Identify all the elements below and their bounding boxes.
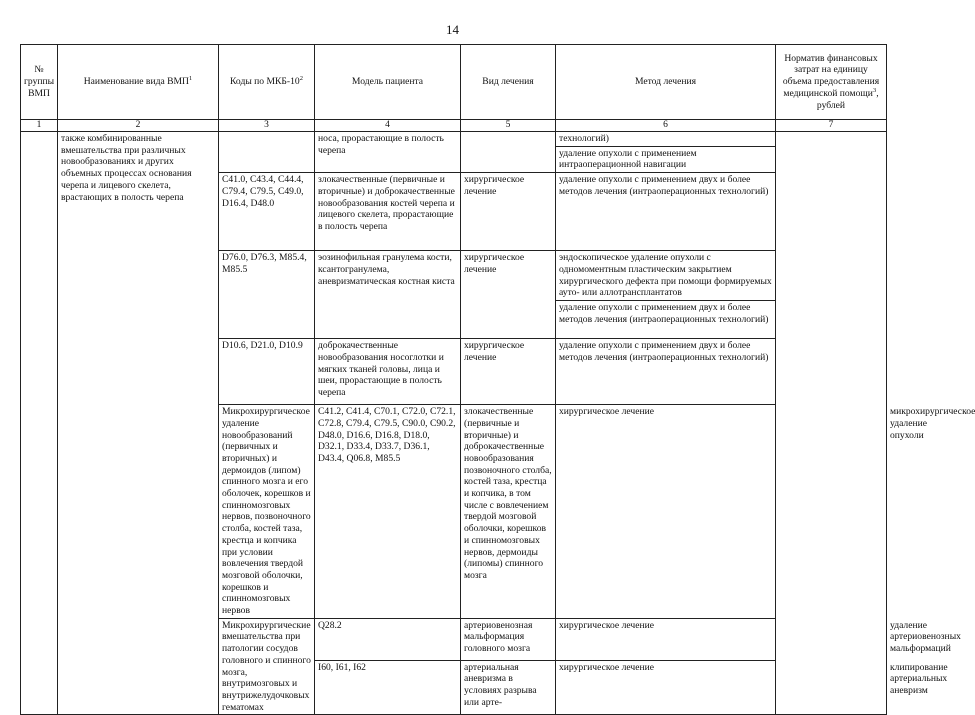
group-number-cell [21,132,58,715]
header-text: Коды по МКБ-10 [230,76,300,88]
table-row [21,132,887,147]
patient-model-cell: эозинофильная гранулема кости, ксантогранулема, аневризматическая костная киста [315,251,461,339]
treatment-type-cell: хирургическое лечение [461,339,556,405]
table-row: Микрохирургические вмешательства при патологии сосудов головного и спинного мозга, внутримозговых и внутрижелудочковых гематомах Q28.2 артериовенозная мальформация головного мозга хирургическое лечение удаление артериовенозных мальформаций [21,618,887,660]
header-treatment-type [461,45,556,120]
treatment-type-cell: хирургическое лечение [461,173,556,251]
cost-standard-cell [776,132,887,715]
patient-model-cell: артериальная аневризма в условиях разрыва или арте- [461,660,556,715]
table-row: Микрохирургическое удаление новообразований (первичных и вторичных) и дермоидов (липом) спинного мозга и его оболочек, корешков и спинномозговых нервов, позвоночного столба, костей таза, крестца и копчика при условии вовлечения твердой мозговой оболочки, корешков и спинномозговых нервов C41.2, C41.4, C70.1, C72.0, C72.1, C72.8, C79.4, C79.5, C90.0, C90.2, D48.0, D16.6, D16.8, D18.0, D32.1, D33.4, D33.7, D36.1, D43.4, Q06.8, M85.5 злокачественные (первичные и вторичные) и доброкачественные новообразования позвоночного столба, костей таза, крестца и копчика, в том числе с вовлечением твердой мозговой оболочки, корешков и спинномозговых нервов, дермоиды (липомы) спинного мозга хирургическое лечение микрохирургическое удаление опухоли [21,405,887,619]
footnote-mark: 1 [188,74,193,82]
vmp-table [20,44,975,715]
icd-codes-cell: Q28.2 [315,618,461,660]
patient-model-cell: злокачественные (первичные и вторичные) и доброкачественные новообразования костей черепа и лицевого скелета, прорастающие в полость черепа [315,173,461,251]
icd-codes-cell: D10.6, D21.0, D10.9 [219,339,315,405]
vmp-name-cell: также комбинированные вмешательства при различных новообразованиях и других объемных процессах основания черепа и лицевого скелета, врастающих в полость черепа [58,132,219,715]
header-text: Наименование вида ВМП [83,76,189,88]
icd-codes-cell: D76.0, D76.3, M85.4, M85.5 [219,251,315,339]
footnote-mark: 3 [872,86,877,94]
icd-codes-cell: I60, I61, I62 [315,660,461,715]
column-number-row [21,120,887,132]
patient-model-cell: артериовенозная мальформация головного мозга [461,618,556,660]
header-patient-model [315,45,461,120]
header-text: № группы ВМП [24,64,55,99]
column-number: 1 [21,120,58,132]
column-number: 2 [58,120,219,132]
treatment-method-cell: удаление опухоли с применением двух и более методов лечения (интраоперационных технологий) [556,173,776,251]
table-row: I60, I61, I62 артериальная аневризма в условиях разрыва или арте- хирургическое лечение клипирование артериальных аневризм [21,660,887,715]
column-number: 7 [776,120,887,132]
treatment-method-cell: удаление опухоли с применением двух и более методов лечения (интраоперационных технологий) [556,301,776,339]
column-number: 4 [315,120,461,132]
header-text: Норматив финансовых затрат на единицу объема предоставления медицинской помощи [782,52,880,99]
header-text: Модель пациента [351,76,424,88]
column-number: 6 [556,120,776,132]
treatment-type-cell: хирургическое лечение [461,251,556,339]
vmp-name-cell: Микрохирургическое удаление новообразований (первичных и вторичных) и дермоидов (липом) спинного мозга и его оболочек, корешков и спинномозговых нервов, позвоночного столба, костей таза, крестца и копчика при условии вовлечения твердой мозговой оболочки, корешков и спинномозговых нервов [219,405,315,619]
header-icd-codes [219,45,315,120]
treatment-method-cell: эндоскопическое удаление опухоли с одномоментным пластическим закрытием хирургического дефекта при помощи формируемых ауто- или аллотрансплантатов [556,251,776,301]
page-number: 14 [446,22,459,37]
header-treatment-method [556,45,776,120]
header-cost-standard [776,45,887,120]
column-number: 3 [219,120,315,132]
treatment-method-cell: удаление опухоли с применением двух и более методов лечения (интраоперационных технологий) [556,339,776,405]
header-text: , рублей [816,87,879,111]
treatment-type-cell: хирургическое лечение [556,618,776,660]
patient-model-cell: доброкачественные новообразования носоглотки и мягких тканей головы, лица и шеи, прорастающие в полость черепа [315,339,461,405]
icd-codes-cell [219,132,315,173]
column-number: 5 [461,120,556,132]
icd-codes-cell: C41.0, C43.4, C44.4, C79.4, C79.5, C49.0, D16.4, D48.0 [219,173,315,251]
vmp-name-cell: Микрохирургические вмешательства при патологии сосудов головного и спинного мозга, внутримозговых и внутрижелудочковых гематомах [219,618,315,715]
treatment-type-cell: хирургическое лечение [556,405,776,619]
treatment-method-cell: удаление опухоли с применением интраоперационной навигации [556,146,776,172]
footnote-mark: 2 [299,74,303,82]
header-vmp-name [58,45,219,120]
treatment-type-cell: хирургическое лечение [556,660,776,715]
header-row [21,45,887,120]
patient-model-cell: носа, прорастающие в полость черепа [315,132,461,173]
treatment-method-cell: технологий) [556,132,776,147]
treatment-type-cell [461,132,556,173]
header-text: Метод лечения [634,76,697,88]
header-group-number [21,45,58,120]
icd-codes-cell: C41.2, C41.4, C70.1, C72.0, C72.1, C72.8, C79.4, C79.5, C90.0, C90.2, D48.0, D16.6, D16.8, D18.0, D32.1, D33.4, D33.7, D36.1, D43.4, Q06.8, M85.5 [315,405,461,619]
patient-model-cell: злокачественные (первичные и вторичные) и доброкачественные новообразования позвоночного столба, костей таза, крестца и копчика, в том числе с вовлечением твердой мозговой оболочки, корешков и спинномозговых нервов, дермоиды (липомы) спинного мозга [461,405,556,619]
header-text: Вид лечения [482,76,534,88]
